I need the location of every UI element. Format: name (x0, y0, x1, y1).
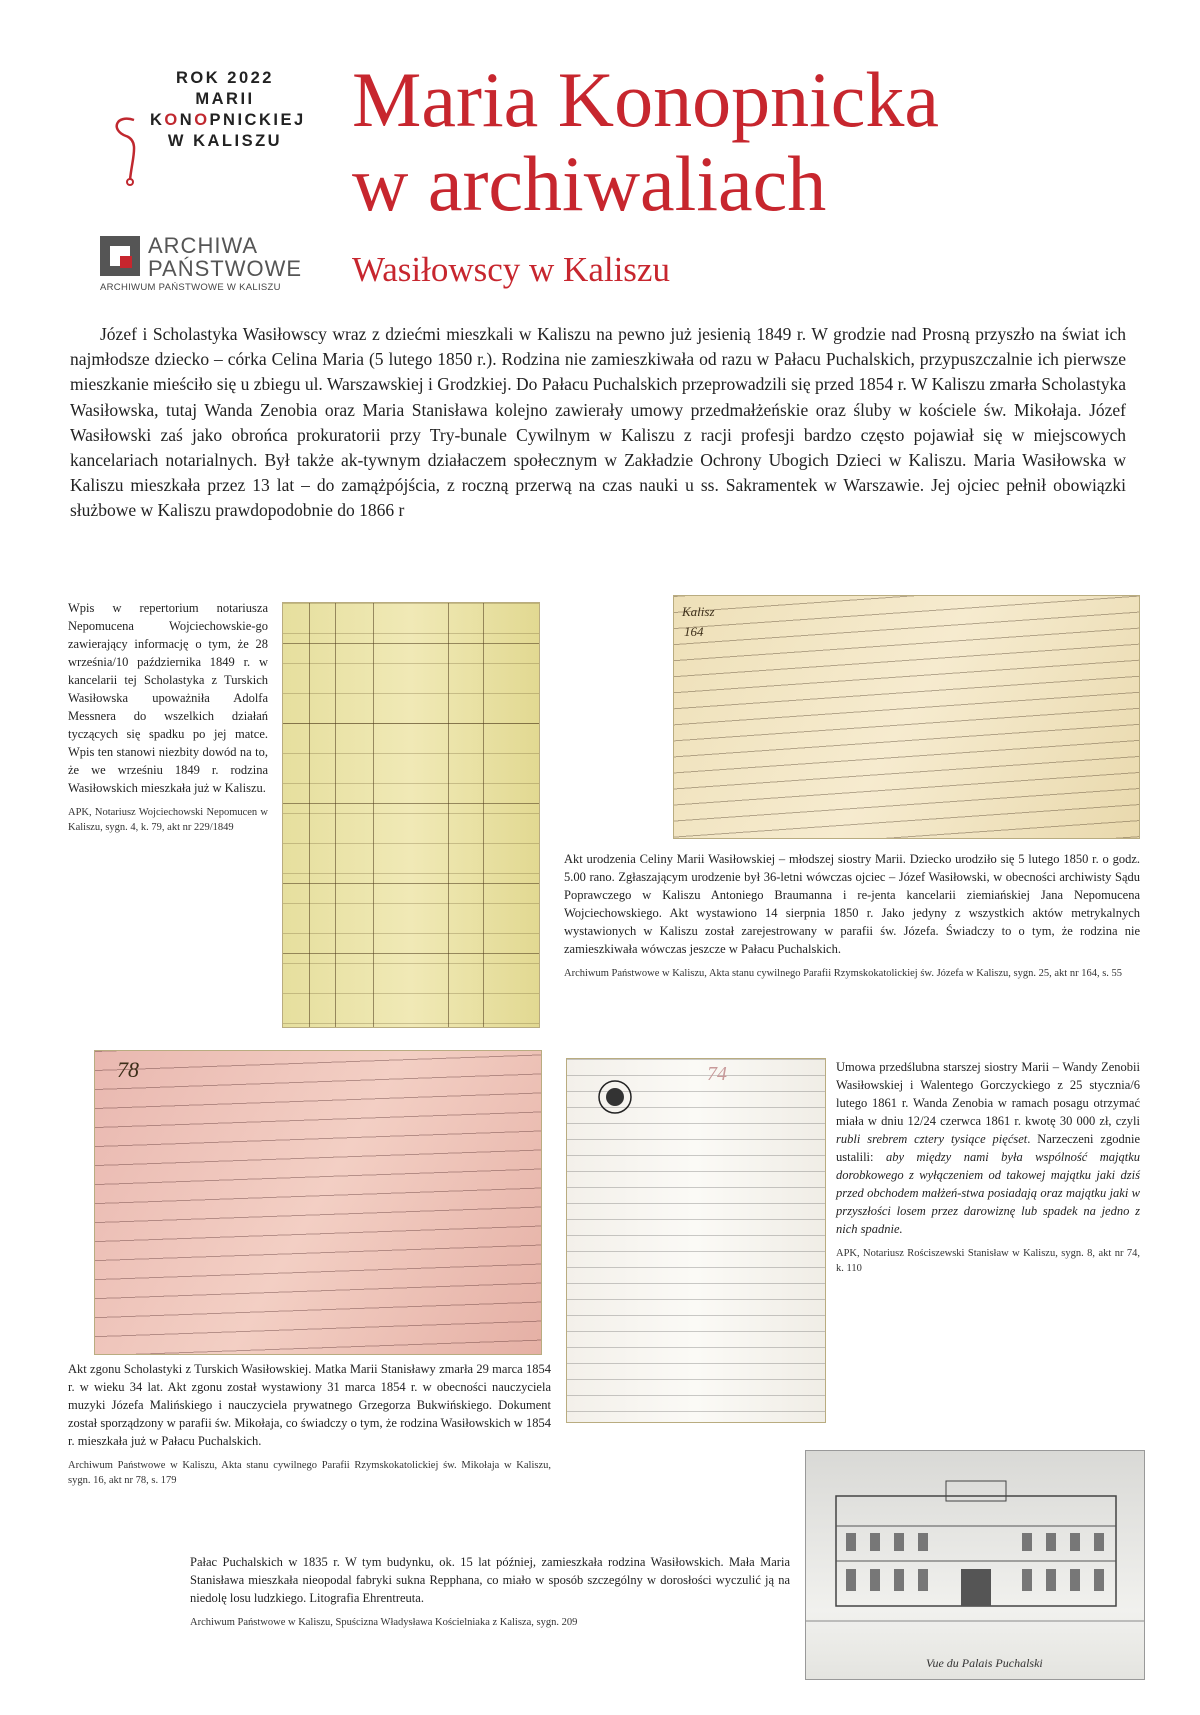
logo-rok-line4: W KALISZU (167, 132, 283, 150)
document-birth-record-image: Kalisz 164 (673, 595, 1140, 839)
logo-rok-line3: KONOPNICKIEJ (150, 111, 306, 129)
seal-icon (597, 1079, 633, 1115)
logo-rok-line1: ROK 2022 (176, 69, 274, 87)
document-repertorium-image (282, 602, 540, 1028)
caption-death-record: Akt zgonu Scholastyki z Turskich Wasiłowskiej. Matka Marii Stanisławy zmarła 29 marca 1854 r. w wieku 34 lat. Akt zgonu został wystawiony 31 marca 1854 r. w obecności nauczyciela muzyki Józefa Malińskiego i nauczyciela prywatnego Grzegorza Bukwińskiego. Dokument został sporządzony w parafii św. Mikołaja, co świadczy o tym, że rodzina Wasiłowskich w 1854 r. mieszkała już w Pałacu Puchalskich. Archiwum Państwowe w Kaliszu, Akta stanu cywilnego Parafii Rzymskokatolickiej św. Mikołaja w Kaliszu, sygn. 16, akt nr 78, s. 179 (68, 1362, 551, 1486)
lithograph-palace-image: Vue du Palais Puchalski (805, 1450, 1145, 1680)
caption-birth-record: Akt urodzenia Celiny Marii Wasiłowskiej – młodszej siostry Marii. Dziecko urodziło się 5 lutego 1850 r. o godz. 5.00 rano. Zgłaszającym urodzenie był 36-letni wówczas ojciec – Józef Wasiłowski, w obecności archiwisty Sądu Poprawczego w Kaliszu Antoniego Braumanna i re-jenta kancelarii ziemiańskiej Jana Nepomucena Wojciechowskiego. Akt wystawiono 14 sierpnia 1850 r. Jako jedyny z wszystkich aktów metrykalnych wystawionych w Kaliszu został zarejestrowany w parafii św. Józefa. Świadczy to o tym, że rodzina nie zamieszkiwała wówczas jeszcze w Pałacu Puchalskich. Archiwum Państwowe w Kaliszu, Akta stanu cywilnego Parafii Rzymskokatolickiej św. Józefa w Kaliszu, sygn. 25, akt nr 164, s. 55 (564, 852, 1140, 979)
palace-drawing-icon (806, 1451, 1145, 1680)
archiwa-logo-subtitle: ARCHIWUM PAŃSTWOWE W KALISZU (100, 282, 281, 293)
document-death-record-image: 78 (94, 1050, 542, 1355)
document-prenuptial-image: 74 (566, 1058, 826, 1423)
page-title: Maria Konopnicka w archiwaliach (352, 56, 939, 227)
caption-prenuptial: Umowa przedślubna starszej siostry Marii – Wandy Zenobii Wasiłowskiej i Walentego Gorczyckiego z 25 stycznia/6 lutego 1861 r. Wanda Zenobia w ramach posagu otrzymać miała w dniu 12/24 czerwca 1861 r. kwotę 30 000 zł, czyli rubli srebrem cztery tysiące pięćset. Narzeczeni zgodnie ustalili: aby między nami była wspólność majątku dorobkowego z wyłączeniem od takowej majątku jaki dziś przed obchodem małżeń-stwa posiadają oraz majątku jaki w przyszłości losem przez darowiznę lub spadek na jedno z nich spadnie. APK, Notariusz Rościszewski Stanisław w Kaliszu, sygn. 8, akt nr 74, k. 110 (836, 1060, 1141, 1274)
intro-paragraph: Józef i Scholastyka Wasiłowscy wraz z dziećmi mieszkali w Kaliszu na pewno już jesienią 1849 r. W grodzie nad Prosną przyszło na świat ich najmłodsze dziecko – córka Celina Maria (5 lutego 1850 r.). Rodzina nie zamieszkiwała od razu w Pałacu Puchalskich, przypuszczalnie ich pierwsze mieszkanie mieściło się u zbiegu ul. Warszawskiej i Grodzkiej. Do Pałacu Puchalskich przeprowadzili się przed 1854 r. W Kaliszu zmarła Scholastyka Wasiłowska, tutaj Wanda Zenobia oraz Maria Stanisława kolejno zawierały umowy przedmałżeńskie oraz śluby w kościele św. Mikołaja. Józef Wasiłowski zaś jako obrońca prokuratorii przy Try-bunale Cywilnym w Kaliszu z racji profesji bardzo często pojawiał się w miejscowych kancelariach notarialnych. Był także ak-tywnym działaczem społecznym w Zakładzie Ochrony Ubogich Dzieci w Kaliszu. Maria Wasiłowska w Kaliszu mieszkała przez 13 lat – do zamążpójścia, z roczną przerwą na czas nauki u ss. Sakramentek w Warszawie. Jej ojciec pełnił obowiązki służbowe w Kaliszu prawdopodobnie do 1866 r (70, 324, 1126, 521)
logo-rok-line2: MARII (195, 90, 255, 108)
archiwa-logo-text: ARCHIWA PAŃSTWOWE (148, 233, 303, 281)
logo-ribbon-icon (96, 108, 156, 188)
caption-palace: Pałac Puchalskich w 1835 r. W tym budynku, ok. 15 lat później, zamieszkała rodzina Wasiłowskich. Mała Maria Stanisława mieszkała nieopodal fabryki sukna Repphana, co miało w sposób szczególny w dorosłości wyczulić ją na niedolę losu ludzkiego. Litografia Ehrentreuta. Archiwum Państwowe w Kaliszu, Spuścizna Władysława Kościelniaka z Kalisza, sygn. 209 (190, 1555, 790, 1628)
caption-repertorium: Wpis w repertorium notariusza Nepomucena Wojciechowskie-go zawierający informację o tym, że 28 września/10 października 1849 r. w kancelarii tej Scholastyka z Turskich Wasiłowska upoważniła Adolfa Messnera do wszelkich działań tyczących się spadku po jej matce. Wpis ten stanowi niezbity dowód na to, że we wrześniu 1849 r. rodzina Wasiłowskich mieszkała już w Kaliszu. APK, Notariusz Wojciechowski Nepomucen w Kaliszu, sygn. 4, k. 79, akt nr 229/1849 (68, 601, 268, 833)
logo-rok-konopnickiej (150, 68, 306, 152)
page-subtitle: Wasiłowscy w Kaliszu (352, 250, 670, 289)
archiwa-logo-icon (100, 236, 140, 276)
